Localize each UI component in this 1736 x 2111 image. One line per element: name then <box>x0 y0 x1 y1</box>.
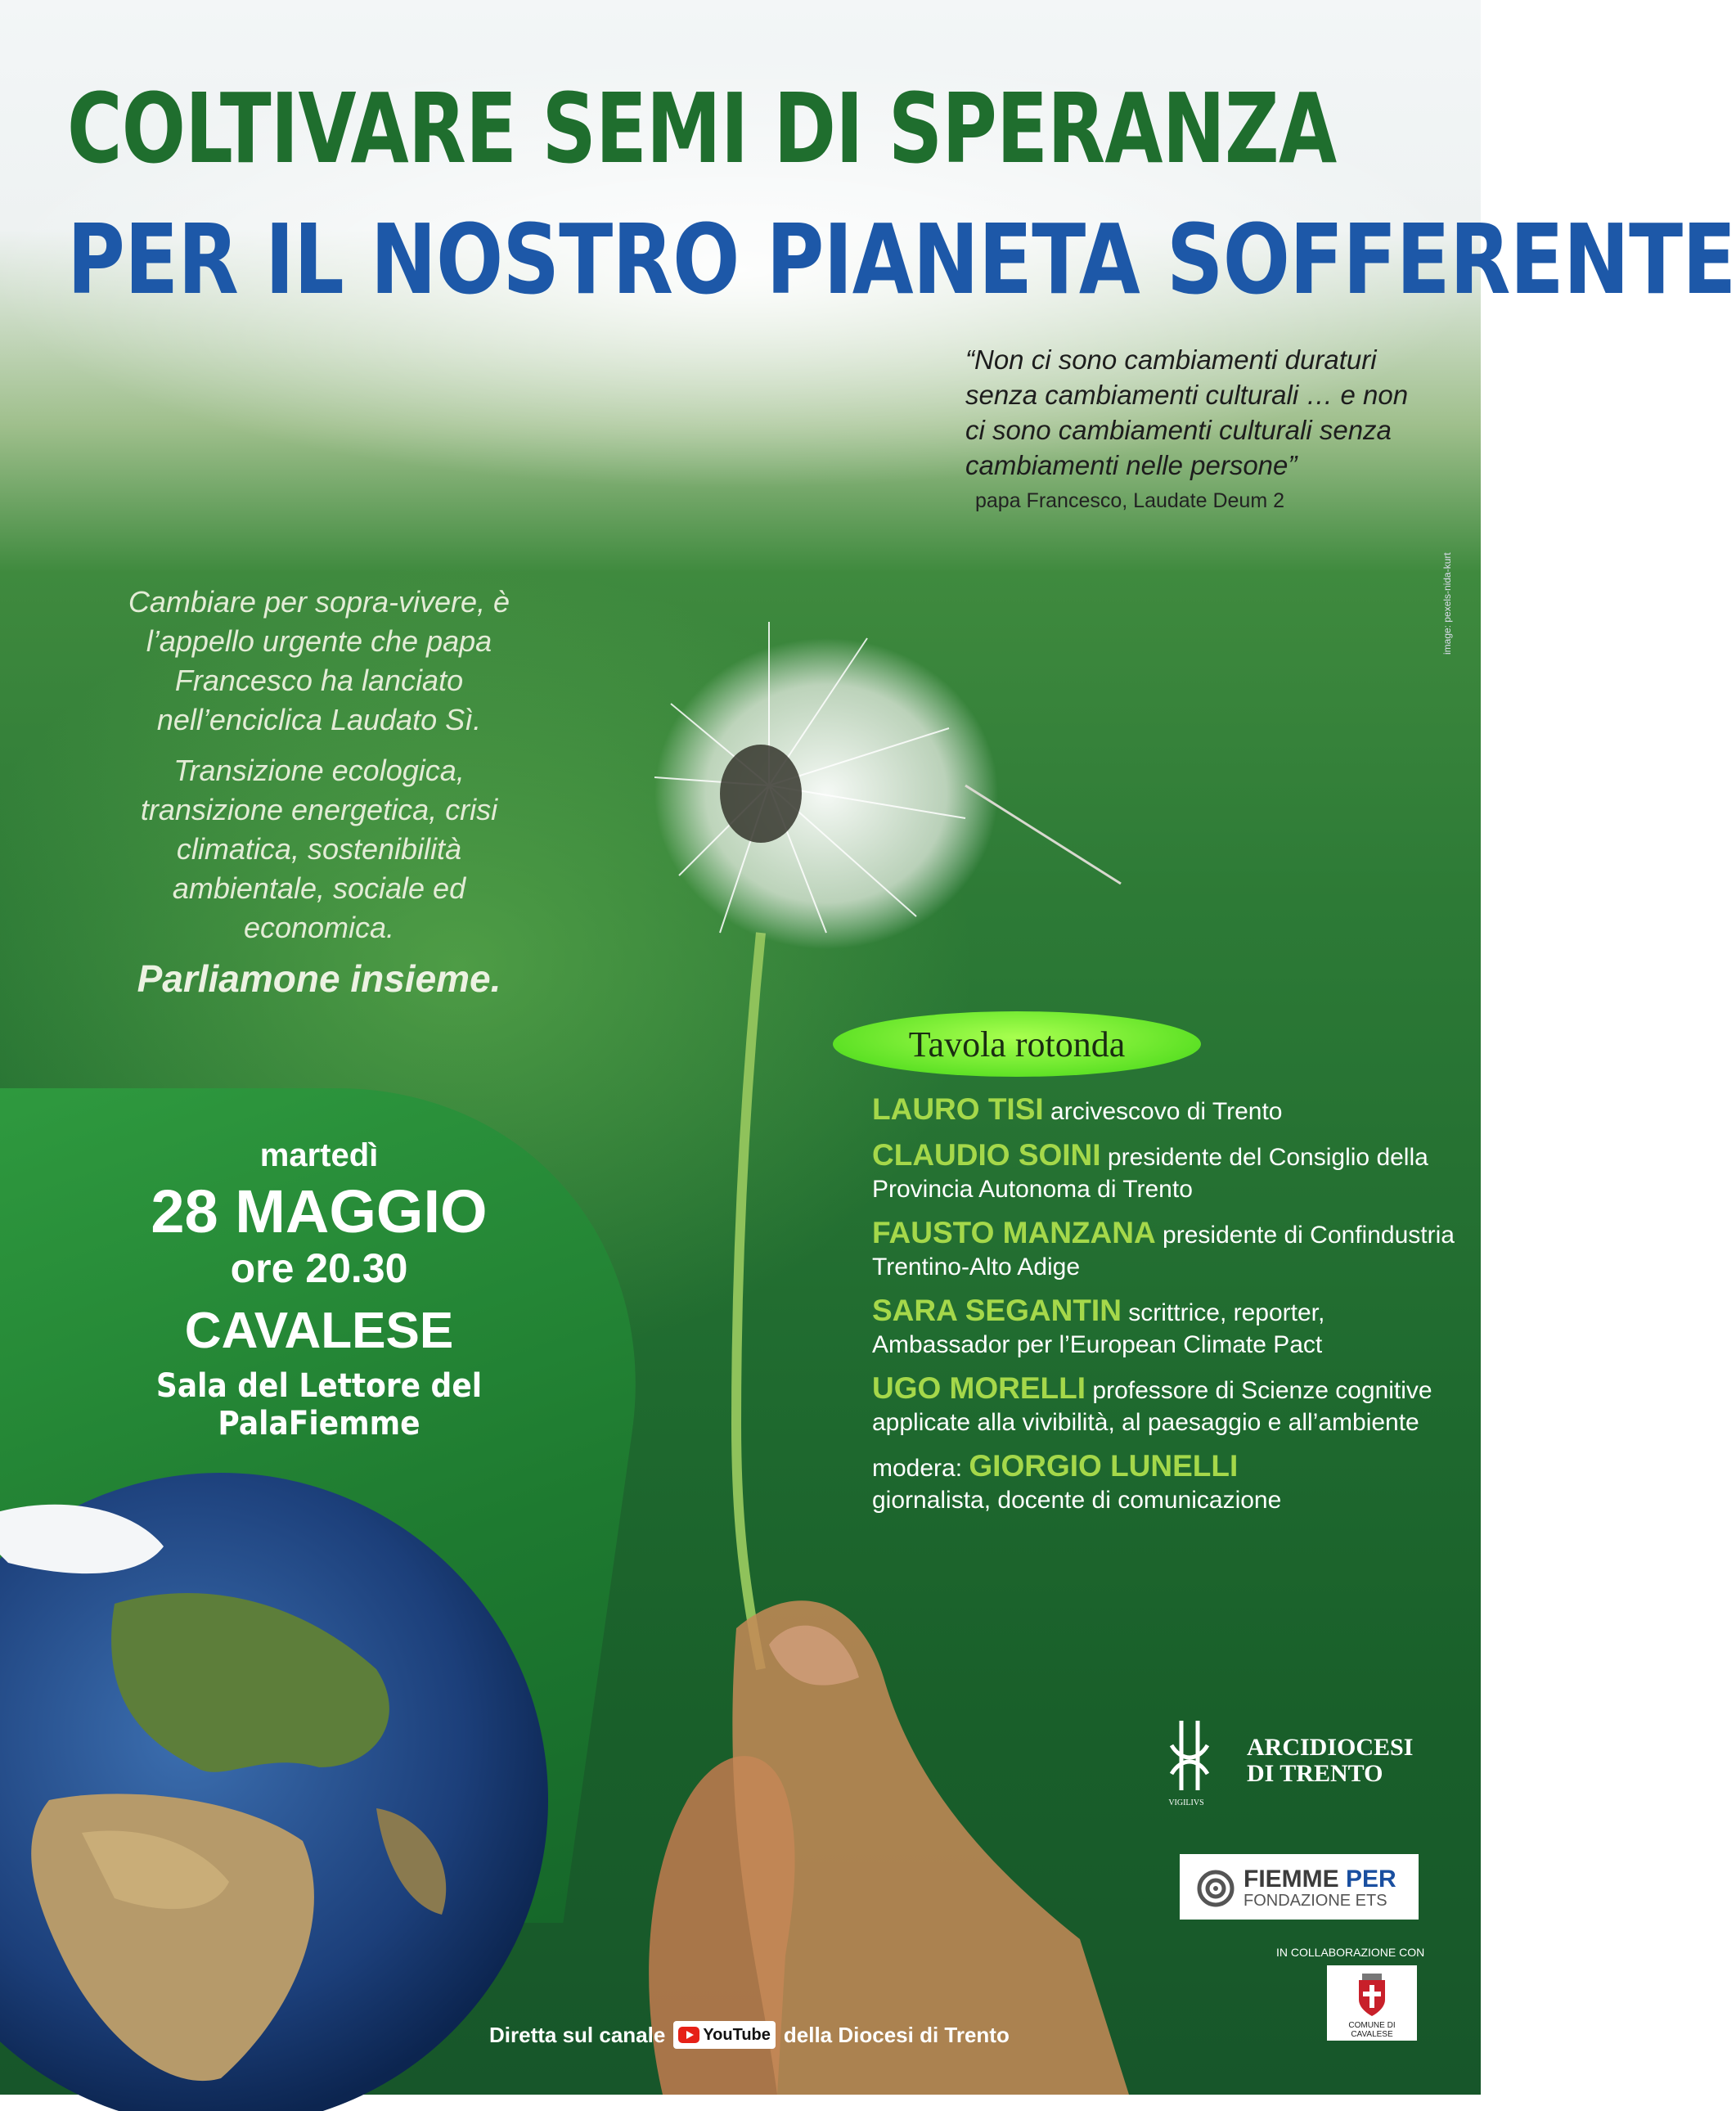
event-date: 28 MAGGIO <box>151 1177 488 1245</box>
speaker-role: presidente di Confindustria Trentino-Alto Adige <box>872 1222 1455 1281</box>
cavalese-coat-of-arms-icon <box>1356 1972 1388 2018</box>
vigilius-label: VIGILIVS <box>1168 1798 1204 1807</box>
speaker-name: CLAUDIO SOINI <box>872 1138 1101 1172</box>
arcidiocesi-line-2: DI TRENTO <box>1247 1760 1383 1787</box>
event-time: ore 20.30 <box>230 1245 408 1291</box>
speaker-name: SARA SEGANTIN <box>872 1294 1122 1327</box>
speaker-item <box>872 1294 1461 1361</box>
intro-call-to-action: Parliamone insieme. <box>137 957 501 1000</box>
intro-text <box>106 583 532 1010</box>
comune-name: COMUNE DI CAVALESE <box>1348 2021 1396 2039</box>
round-table-badge: Tavola rotonda <box>833 1011 1201 1077</box>
speaker-name: FAUSTO MANZANA <box>872 1216 1156 1249</box>
moderator-role: giornalista, docente di comunicazione <box>872 1487 1282 1514</box>
collaboration-label: IN COLLABORAZIONE CON <box>1276 1946 1425 1959</box>
event-city: CAVALESE <box>184 1303 454 1359</box>
arcidiocesi-name <box>1247 1735 1413 1787</box>
moderator-item <box>872 1450 1461 1516</box>
speaker-item <box>872 1093 1461 1128</box>
image-credit: image: pexels-nida-kurt <box>1441 552 1453 655</box>
speaker-role: professore di Scienze cognitive applicate alla vivibilità, al paesaggio e all’ambiente <box>872 1377 1432 1436</box>
intro-paragraph-1: Cambiare per sopra-vivere, è l’appello urgente che papa Francesco ha lanciato nell’enciclica Laudato Sì. <box>128 585 510 736</box>
speaker-item <box>872 1139 1461 1205</box>
speaker-name: LAURO TISI <box>872 1092 1044 1126</box>
earth-globe-illustration <box>0 1456 524 2111</box>
pope-quote: “Non ci sono cambiamenti duraturi senza cambiamenti culturali … e non ci sono cambiamenti culturali senza cambiamenti nelle persone” <box>965 344 1409 480</box>
arcidiocesi-line-1: ARCIDIOCESI <box>1247 1734 1414 1761</box>
footer-text-after: della Diocesi di Trento <box>783 2022 1010 2047</box>
speaker-name: UGO MORELLI <box>872 1371 1086 1405</box>
moderator-name: GIORGIO LUNELLI <box>969 1449 1239 1483</box>
fiemme-per-subtitle: FONDAZIONE ETS <box>1244 1892 1387 1910</box>
speaker-item <box>872 1372 1461 1438</box>
quote-source: papa Francesco, Laudate Deum 2 <box>975 489 1285 512</box>
fiemme-label: FIEMME <box>1244 1866 1339 1893</box>
youtube-play-icon <box>678 2027 699 2043</box>
event-details <box>49 1137 589 1443</box>
youtube-badge[interactable] <box>673 2021 776 2049</box>
fiemme-per-name <box>1244 1866 1396 1893</box>
event-venue: Sala del Lettore del PalaFiemme <box>155 1367 483 1443</box>
hand-illustration <box>573 1530 1145 2095</box>
fiemme-per-label: PER <box>1346 1866 1396 1893</box>
youtube-label: YouTube <box>703 2025 771 2044</box>
live-stream-footer <box>489 2021 1010 2049</box>
speaker-role: scrittrice, reporter, Ambassador per l’European Climate Pact <box>872 1299 1325 1358</box>
title-line-2: PER IL NOSTRO PIANETA SOFFERENTE <box>67 203 1736 316</box>
fiemme-per-emblem-icon <box>1198 1870 1234 1906</box>
moderator-prefix: modera: <box>872 1455 969 1482</box>
intro-paragraph-2: Transizione ecologica, transizione energetica, crisi climatica, sostenibilità ambientale, sociale ed economica. <box>140 754 498 944</box>
footer-text-before: Diretta sul canale <box>489 2022 666 2047</box>
speaker-list <box>872 1093 1461 1528</box>
speaker-item <box>872 1217 1461 1283</box>
event-day: martedì <box>259 1137 379 1173</box>
title-line-1: COLTIVARE SEMI DI SPERANZA <box>67 72 1337 185</box>
speaker-role: presidente del Consiglio della Provincia Autonoma di Trento <box>872 1144 1428 1203</box>
vigilius-logo-icon <box>1165 1717 1214 1798</box>
speaker-role: arcivescovo di Trento <box>1050 1098 1283 1125</box>
